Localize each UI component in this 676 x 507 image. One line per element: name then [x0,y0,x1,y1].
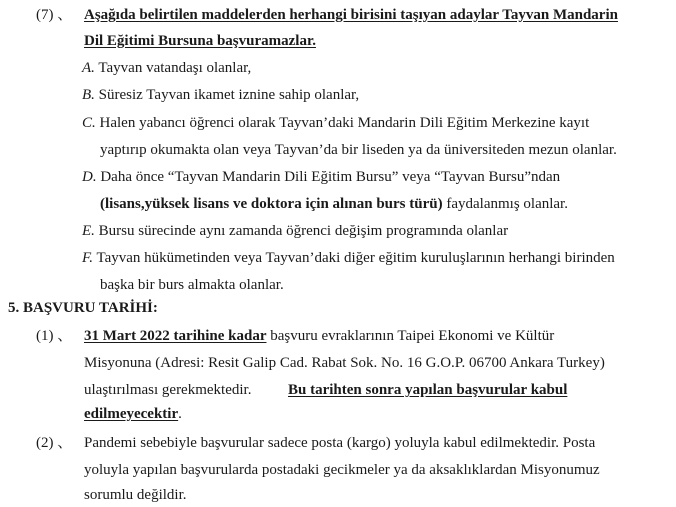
para-number: (2) [36,435,54,451]
list-text-f1: Tayvan hükümetinden veya Tayvan’daki diğer eğitim kuruluşlarının herhangi birinden [96,250,615,266]
deadline-date: 31 Mart 2022 tarihine kadar [84,328,267,344]
list-label-e: E. [82,223,95,239]
list-item-a [82,59,251,77]
list-label-c: C. [82,115,96,131]
item-7-title-line1: Aşağıda belirtilen maddelerden herhangi birisini taşıyan adaylar Tayvan Mandarin [84,7,618,23]
list-text-d1: Daha önce “Tayvan Mandarin Dili Eğitim Bursu” veya “Tayvan Bursu”ndan [100,169,561,185]
list-text-b: Süresiz Tayvan ikamet iznine sahip olanlar, [98,87,360,103]
para-2-line1: Pandemi sebebiyle başvurular sadece posta (kargo) yoluyla kabul edilmektedir. Posta [84,435,596,451]
para-2-number [36,434,72,452]
list-item-c-line2: yaptırıp okumakta olan veya Tayvan’da bir liseden ya da üniversiteden mezun olanlar. [100,142,617,158]
list-item-b [82,86,359,104]
item-bullet: 、 [57,7,73,23]
list-label-b: B. [82,87,95,103]
para-1-number [36,327,72,345]
para-1-warning-line2: edilmeyecektir [84,406,179,422]
para-1-line2: Misyonuna (Adresi: Resit Galip Cad. Rabat Sok. No. 16 G.O.P. 06700 Ankara Turkey) [84,355,605,371]
list-item-e [82,222,508,240]
list-text-a: Tayvan vatandaşı olanlar, [98,60,252,76]
para-1-warning-line1: Bu tarihten sonra yapılan başvurular kabul [288,382,568,398]
item-7-number [36,6,72,24]
item-7-title-line2: Dil Eğitimi Bursuna başvuramazlar. [84,33,316,49]
para-1-line4 [84,405,182,423]
para-1-line3 [84,381,251,399]
para-bullet: 、 [57,435,73,451]
list-text-e: Bursu sürecinde aynı zamanda öğrenci değişim programında olanlar [98,223,509,239]
para-1-line1 [84,327,554,345]
list-text-d2-bold: (lisans,yüksek lisans ve doktora için alınan burs türü) [100,196,443,212]
para-2-line2: yoluyla yapılan başvurularda postadaki gecikmeler ya da aksaklıklardan Misyonumuz [84,462,600,478]
list-label-f: F. [82,250,93,266]
list-item-f-line1 [82,249,615,267]
list-item-d-line2 [100,195,568,213]
para-1-period: . [178,406,182,422]
list-item-d-line1 [82,168,652,186]
list-item-f-line2: başka bir burs almakta olanlar. [100,277,284,293]
para-1-text1: başvuru evraklarının Taipei Ekonomi ve Kültür [266,328,555,344]
list-label-a: A. [82,60,95,76]
section-5-heading: 5. BAŞVURU TARİHİ: [8,300,158,316]
list-label-d: D. [82,169,97,185]
list-item-c-line1 [82,114,589,132]
list-text-d2-rest: faydalanmış olanlar. [442,196,568,212]
para-1-text3: ulaştırılması gerekmektedir. [84,382,252,398]
item-number: (7) [36,7,54,23]
para-bullet: 、 [57,328,73,344]
list-text-c1: Halen yabancı öğrenci olarak Tayvan’daki Mandarin Dili Eğitim Merkezine kayıt [99,115,590,131]
para-number: (1) [36,328,54,344]
para-2-line3: sorumlu değildir. [84,487,187,503]
